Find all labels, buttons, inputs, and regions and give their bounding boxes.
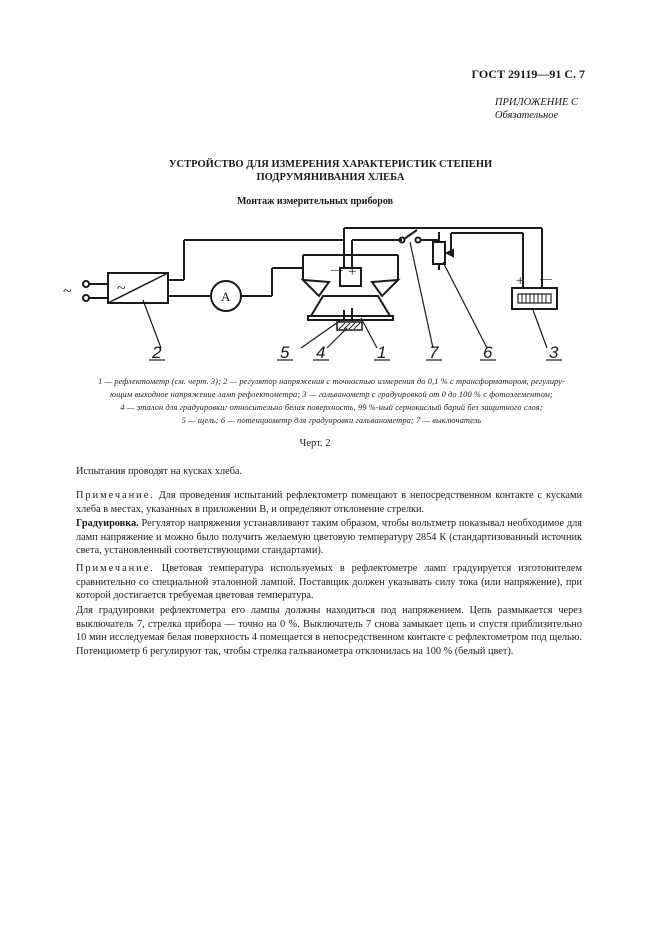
bridge-minus-label: — [331, 262, 343, 276]
note-text: Для проведения испытаний рефлектометр помещают в непосредственном контакте с кусками хлеба в местах, указанных в приложении В, и определяют отклонение стрелки. [76, 490, 582, 515]
note-text-2: Цветовая температура используемых в рефлектометре ламп градуируется изготовителем сравнительно со специальной эталонной лампой. Поставщик должен указывать силу тока (или напряжение), при которой достигается требуемая цветовая температура. [76, 563, 582, 601]
galvanometer-plus-label: + [516, 273, 525, 289]
figure-subtitle: Монтаж измерительных приборов [236, 196, 394, 207]
legend-line-4: 5 — щель; 6 — потенциометр для градуировки гальванометра; 7 — выключатель [181, 416, 482, 425]
bridge-plus-label: + [348, 264, 357, 280]
figure-legend [35, 375, 628, 427]
paragraph-1: Испытания проводят на кусках хлеба. [76, 466, 243, 477]
appendix-title: ПРИЛОЖЕНИЕ С [494, 97, 578, 108]
legend-line-2: ющим выходное напряжение ламп рефлектометра; 3 — гальванометр с градуировкой от 0 до 100 % с фотоэлементом; [110, 390, 553, 399]
label-2: 2 [152, 343, 162, 362]
lamp-right-icon [372, 280, 398, 296]
label-5: 5 [280, 343, 290, 362]
switch-lever-icon [404, 230, 417, 239]
input-terminal-icon [83, 281, 89, 287]
figure-caption: Черт. 2 [299, 438, 331, 449]
note-label-2: Примечание. [76, 563, 155, 574]
paragraph-5: Для градуировки рефлектометра его лампы должны находиться под напряжением. Цепь размыкается через выключатель 7, стрелка прибора — точно на 0 %. Выключатель 7 снова замыкает цепь и спустя приблизительно 10 мин исследуемая белая поверхность 4 помещается в непосредственном контакте с рефлектометром под щелью. Потенциометр 6 регулируют так, чтобы стрелка гальванометра отклонилась на 100 % (белый цвет). [76, 605, 582, 657]
regulator-ac-icon: ~ [117, 280, 126, 297]
note-label: Примечание. [76, 490, 155, 501]
paragraph-4 [76, 562, 582, 603]
appendix-block [495, 96, 578, 122]
circuit-diagram [55, 210, 595, 370]
lamp-left-icon [303, 280, 329, 296]
legend-line-3: 4 — эталон для градуировки: относительно белая поверхность, 99 %-ный сернокислый барий без защитного слоя; [120, 403, 543, 412]
calibration-label: Градуировка. [76, 518, 139, 529]
calibration-text: Регулятор напряжения устанавливают таким образом, чтобы вольтметр показывал необходимое для ламп напряжение и можно было получить желаемую цветовую температуру 2854 К (стандартизованный источник света, установленный соответствующими стандартами). [76, 518, 582, 556]
label-3: 3 [549, 343, 559, 362]
reflectometer-body [311, 296, 390, 316]
paragraph-3 [76, 517, 582, 558]
label-7: 7 [429, 343, 439, 362]
appendix-status: Обязательное [494, 110, 559, 121]
title-line-2: ПОДРУМЯНИВАНИЯ ХЛЕБА [256, 172, 405, 183]
label-6: 6 [483, 343, 493, 362]
label-4: 4 [316, 343, 326, 362]
title-line-1: УСТРОЙСТВО ДЛЯ ИЗМЕРЕНИЯ ХАРАКТЕРИСТИК СТЕПЕНИ [168, 159, 493, 170]
galvanometer-minus-label: — [540, 271, 552, 285]
input-terminal-icon [83, 295, 89, 301]
standard-number: ГОСТ 29119—91 С. 7 [471, 67, 585, 81]
legend-line-1: 1 — рефлектометр (см. черт. 3); 2 — регулятор напряжения с точностью измерения до 0,1 % с трансформатором, регулиру- [98, 377, 565, 386]
paragraph-2 [76, 489, 582, 516]
ammeter-label: A [221, 289, 231, 304]
page-title [0, 158, 661, 184]
label-1: 1 [377, 343, 387, 362]
switch-contact-icon [416, 238, 421, 243]
ac-symbol-icon: ~ [63, 283, 72, 300]
potentiometer-icon [433, 242, 445, 264]
